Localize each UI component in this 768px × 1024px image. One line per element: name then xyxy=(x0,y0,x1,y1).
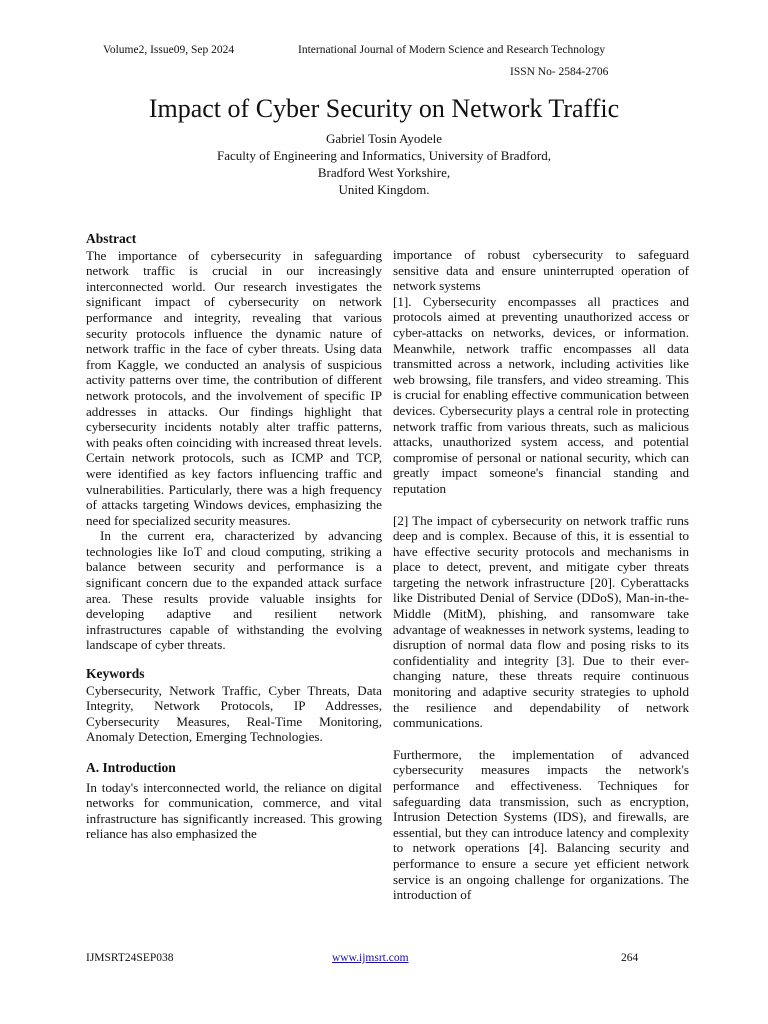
keywords-text: Cybersecurity, Network Traffic, Cyber Threats, Data Integrity, Network Protocols, IP Addresses, Cybersecurity Measures, Real-Time Monitoring, Anomaly Detection, Emerging Technologies. xyxy=(86,682,382,745)
introduction-heading: A. Introduction xyxy=(86,760,176,775)
author-name: Gabriel Tosin Ayodele xyxy=(325,131,443,146)
issn: ISSN No- 2584-2706 xyxy=(510,66,609,78)
paper-title: Impact of Cyber Security on Network Traffic xyxy=(148,94,620,123)
keywords-heading: Keywords xyxy=(86,666,145,682)
affiliation-line-3: United Kingdom. xyxy=(338,182,430,197)
left-column xyxy=(86,231,382,842)
body-paragraph-4: Furthermore, the implementation of advanced cybersecurity measures impacts the network's performance and effectiveness. Techniques for safeguarding data transmission, such as encryption, Intrusion Detection Systems (IDS), and firewalls, are essential, but they can introduce latency and complexity to network operations [4]. Balancing security and performance to ensure a secure yet efficient network service is an ongoing challenge for organizations. The introduction of xyxy=(393,746,689,903)
right-column xyxy=(393,247,689,903)
body-paragraph-1: importance of robust cybersecurity to safeguard sensitive data and ensure uninterrupted operation of network systems xyxy=(393,247,689,294)
journal-name: International Journal of Modern Science and Research Technology xyxy=(298,44,606,56)
affiliation-line-1: Faculty of Engineering and Informatics, University of Bradford, xyxy=(217,148,551,163)
abstract-heading: Abstract xyxy=(86,231,137,246)
body-paragraph-3: [2] The impact of cybersecurity on network traffic runs deep and is complex. Because of this, it is essential to have effective security protocols and mechanisms in place to detect, prevent, and mitigate cyber threats targeting the network infrastructure [20]. Cyberattacks like Distributed Denial of Service (DDoS), Man-in-the-Middle (MitM), phishing, and ransomware take advantage of weaknesses in network systems, leading to disruption of normal data flow and posing risks to its confidentiality and integrity [3]. Due to their ever-changing nature, these threats require continuous monitoring and adaptive security strategies to uphold the resilience and dependability of network communications. xyxy=(393,512,689,731)
volume-issue: Volume2, Issue09, Sep 2024 xyxy=(103,44,235,56)
abstract-paragraph-1: The importance of cybersecurity in safeguarding network traffic is crucial in our increasingly interconnected world. Our research investigates the significant impact of cybersecurity on network performance and integrity, revealing that various security protocols influence the dynamic nature of network traffic in the face of cyber threats. Using data from Kaggle, we conducted an analysis of suspicious activity patterns over time, the contribution of different network protocols, and the involvement of specific IP addresses in attacks. Our findings highlight that cybersecurity incidents notably alter traffic patterns, with peaks often coinciding with increased threat levels. Certain network protocols, such as ICMP and TCP, were identified as key factors influencing traffic and vulnerabilities. Particularly, there was a high frequency of attacks targeting Windows devices, emphasizing the need for specialized security measures. xyxy=(86,247,382,528)
body-paragraph-2: [1]. Cybersecurity encompasses all practices and protocols aimed at preventing unauthorized access or cyber-attacks on networks, devices, or information. Meanwhile, network traffic encompasses all data transmitted across a network, including activities like web browsing, file transfers, and video streaming. This is crucial for enabling effective communication between devices. Cybersecurity plays a central role in protecting network traffic from various threats, such as malicious attacks, unauthorized system access, and potential compromise of personal or national security, which can greatly impact someone's financial standing and reputation xyxy=(393,293,689,496)
website-link[interactable]: www.ijmsrt.com xyxy=(332,952,409,964)
paper-id: IJMSRT24SEP038 xyxy=(86,952,174,964)
introduction-paragraph-1: In today's interconnected world, the reliance on digital networks for communication, commerce, and vital infrastructure has significantly increased. This growing reliance has also emphasized the xyxy=(86,779,382,842)
abstract-paragraph-2: In the current era, characterized by advancing technologies like IoT and cloud computing, striking a balance between security and performance is a significant concern due to the expanded attack surface area. These results provide valuable insights for developing adaptive and resilient network infrastructures capable of withstanding the evolving landscape of cyber threats. xyxy=(86,528,382,653)
affiliation-line-2: Bradford West Yorkshire, xyxy=(317,165,451,180)
page-number: 264 xyxy=(621,952,639,964)
